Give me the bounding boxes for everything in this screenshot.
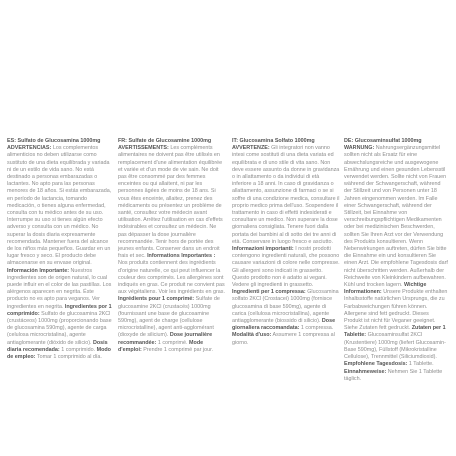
column-title: FR: Sulfate de Glucosamine 1000mg (118, 138, 212, 144)
use-heading: Modo de empleo: (7, 346, 111, 361)
info-heading: Informazioni importanti: (232, 246, 294, 253)
warnings-text: Gli integratori non vanno intesi come sostituti di una dieta variata ed equilibrata e di uno stile di vita sano. Non deve essere assunto da donne in gravidanza o in allattamento o da individui di età inferiore a 18 anni. In caso di gravidanza o allattamento, assunzione di farmaci o se si soffre di una condizione medica, consultare il proprio medico prima dell'uso. Sospendere il trattamento in caso di effetti indesiderati e consultare un medico. Non superare la dose giornaliera consigliata. Tenere fuori dalla portata dei bambini al di sotto dei tre anni di età. Conservare in luogo fresco e asciutto. (232, 145, 340, 245)
column-title: DE: Glucosaminsulfat 1000mg (344, 138, 422, 144)
column-spanish (7, 138, 115, 361)
dose-text: 1 compressa. (300, 325, 334, 332)
use-heading: Einnahmeweise: (344, 368, 387, 375)
ingredients-heading: Ingredientes por 1 comprimido: (7, 303, 112, 317)
column-title: IT: Glucosamina Solfato 1000mg (232, 138, 315, 144)
use-text: Nehmen Sie 1 Tablette täglich. (344, 368, 443, 382)
dose-text: 1 Tablette. (408, 361, 434, 368)
ingredients-text: Sulfato de glucosamina 2KCl (crustáceos) 1000mg (proporcionando base de glucosamina 590mg), agente de carga (celulosa microcristalina), agente antiaglomerante (dióxido de silicio). (7, 310, 112, 346)
column-title: ES: Sulfato de Glucosamina 1000mg (7, 138, 101, 144)
warnings-heading: AVERTISSEMENTS: (118, 145, 169, 152)
info-heading: Wichtige Informationen: (344, 282, 427, 296)
dose-heading: Dosis diaria recomendada: (7, 339, 108, 353)
use-text: Prendre 1 comprimé par jour. (143, 346, 214, 353)
ingredients-text: Glucosamina solfato 2KCl (Crostacei) 1000mg (fornisce glucosamina di base 590mg), agente di carica (cellulosa microcristallina), agente antiagglomerante (biossido di silicio). (232, 289, 339, 325)
ingredients-text: Sulfate de glucosamine 2KCl (crustacés) 1000mg (fournissant une base de glucosamine 590mg), agent de charge (cellulose microcristalline), agent anti-agglomérant (dioxyde de silicium). (118, 296, 220, 339)
use-text: Assumere 1 compressa al giorno. (232, 332, 335, 346)
ingredients-text: Glucosaminsulfat 2KCl (Krustentiere) 1000mg (liefert Glucosamin-Base 590mg), Füllstoff (Mikrokristalline Cellulose), Trennmittel (Siliciumdioxid). (344, 332, 446, 361)
ingredients-heading: Ingredienti per 1 compressa: (232, 289, 306, 296)
ingredients-heading: Zutaten per 1 Tablette: (344, 325, 446, 339)
column-italian (232, 138, 340, 347)
column-german (344, 138, 448, 383)
info-heading: Información Importante: (7, 267, 69, 274)
use-heading: Modalità d'uso: (232, 332, 272, 339)
dose-heading: Empfohlene Tagesdosis: (344, 361, 408, 368)
dose-heading: Dose giornaliera raccomandata: (232, 318, 336, 332)
info-text: I nostri prodotti contengono ingredienti naturali, che possono causare variazioni di colore nelle compresse. Gli allergeni sono indicati in grassetto. Questo prodotto non è adatto ai vegani. Vedere gli ingredienti in grassetto. (232, 246, 340, 289)
dose-text: 1 comprimido. (61, 346, 96, 353)
dose-heading: Dose journalière recommandée: (118, 332, 213, 346)
use-text: Tomar 1 comprimido al día. (36, 354, 102, 361)
ingredients-heading: Ingrédients pour 1 comprimé: (118, 296, 195, 303)
dose-text: 1 comprimé. (157, 339, 188, 346)
warnings-heading: WARNUNG: (344, 145, 375, 152)
warnings-text: Les compléments alimentaires ne doivent pas être utilisés en remplacement d'une alimentation équilibrée et variée et d'un mode de vie sain. Ne doit pas être consommé par des femmes enceintes ou qui allaitent, ni par les personnes âgées de moins de 18 ans. Si vous êtes enceinte, allaitez, prenez des médicaments ou présentez un problème de santé, consultez votre médecin avant utilisation. Arrêtez l'utilisation en cas d'effets indésirables et consultez un médecin. Ne pas dépasser la dose journalière recommandée. Tenir hors de portée des jeunes enfants. Conserver dans un endroit frais et sec. (118, 145, 223, 260)
info-text: Nuestros ingredientes son de origen natural, lo cual puede influir en el color de las pastillas. Los alérgenos aparecen en negrita. Éste producto no es apto para veganos. Ver ingredientes en negrita. (7, 267, 112, 310)
warnings-text: Nahrungsergänzungsmittel sollten nicht als Ersatz für eine abwechslungsreiche und ausgewogene Ernährung und einen gesunden Lebensstil verwendet werden. Sollte nicht von Frauen während der Schwangerschaft, während der Stillzeit und von Personen unter 18 Jahren eingenommen werden. Im Falle einer Schwangerschaft, während der Stillzeit, bei Einnahme von verschreibungspflichtigen Medikamenten oder bei medizinischen Beschwerden, sollten Sie Ihren Arzt vor der Verwendung des Produkts konsultieren. Wenn Nebenwirkungen auftreten, dürfen Sie bitte die Einnahme ein und konsultieren Sie einen Arzt. Die empfohlene Tagesdosis darf nicht überschritten werden. Außerhalb der Reichweite von Kleinkindern aufbewahren. Kühl und trocken lagern. (344, 145, 448, 289)
warnings-heading: AVVERTENZE: (232, 145, 270, 152)
use-heading: Mode d'emploi: (118, 339, 204, 353)
warnings-text: Los complementos alimenticios no deben utilizarse como sustituto de una dieta equilibrada y variada ni de un estilo de vida sano. No está destinado a personas embarazadas o lactantes. No apto para las personas menores de 18 años. Si estás embarazada, en período de lactancia, tomando medicación, o tienes alguna enfermedad, consulta con tu médico antes de su uso. Interrumpe su uso si tienes algún efecto adverso y consulta con un médico. No superar la dosis diaria expresamente recomendada. Mantener fuera del alcance de los niños más pequeños. Guardar en un lugar fresco y seco. El producto debe almacenarse en su envase original. (7, 145, 112, 267)
warnings-heading: ADVERTENCIAS: (7, 145, 52, 152)
info-text: Unsere Produkte enthalten Inhaltsstoffe natürlichen Ursprungs, die zu Farbabweichungen führen können. Allergene sind fett gedruckt. Dieses Produkt ist nicht für Veganer geeignet. Siehe Zutaten fett gedruckt. (344, 289, 448, 332)
info-heading: Informations Importantes : (147, 253, 216, 260)
column-french (118, 138, 226, 354)
info-text: Nos produits contiennent des ingrédients d'origine naturelle, ce qui peut influencer la couleur des comprimés. Les allergènes sont indiqués en gras. Ce produit ne convient pas aux végétaliens. Voir les ingrédients en gras. (118, 260, 225, 296)
